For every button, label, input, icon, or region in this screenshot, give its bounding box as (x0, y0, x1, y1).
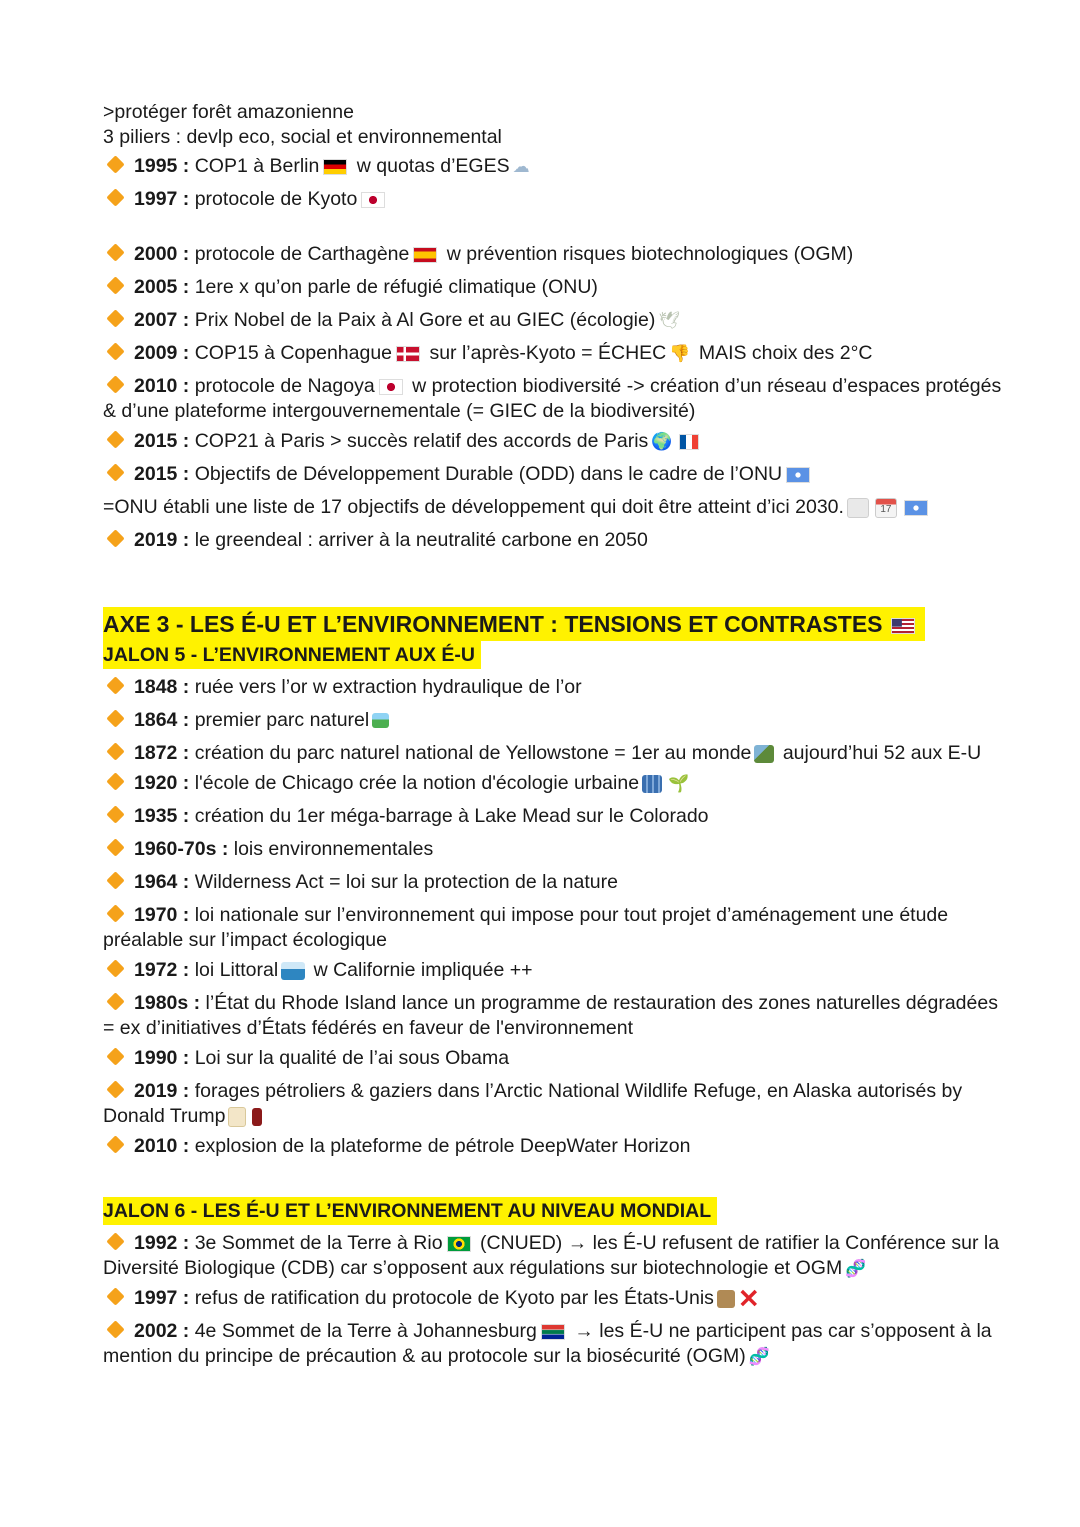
list-item: 2015 : COP21 à Paris > succès relatif des accords de Paris 🌍 (103, 429, 1003, 454)
intro-line-1: >protéger forêt amazonienne (103, 101, 354, 123)
list-item: 1935 : création du 1er méga-barrage à Lake Mead sur le Colorado (103, 804, 1003, 829)
brazil-flag-icon (447, 1236, 471, 1252)
usa-flag-icon (891, 618, 915, 634)
jalon-6-title: JALON 6 - LES É-U ET L’ENVIRONNEMENT AU NIVEAU MONDIAL (103, 1197, 1003, 1225)
dove-icon: 🕊 (658, 310, 680, 330)
wave-icon (281, 962, 305, 980)
diamond-bullet-icon (106, 742, 124, 760)
list-item: 2019 : forages pétroliers & gaziers dans l’Arctic National Wildlife Refuge, en Alaska autorisés by Donald Trump (103, 1080, 963, 1127)
diamond-bullet-icon (106, 188, 124, 206)
list-item: 1848 : ruée vers l’or w extraction hydraulique de l’or (103, 675, 1003, 700)
list-item: 1960-70s : lois environnementales (103, 837, 1003, 862)
scroll-icon (228, 1107, 246, 1127)
diamond-bullet-icon (106, 342, 124, 360)
diamond-bullet-icon (106, 375, 124, 393)
list-item: 1964 : Wilderness Act = loi sur la protection de la nature (103, 870, 1003, 895)
diamond-bullet-icon (106, 309, 124, 327)
diamond-bullet-icon (106, 155, 124, 173)
diamond-bullet-icon (106, 243, 124, 261)
oil-barrel-icon (252, 1108, 262, 1126)
diamond-bullet-icon (106, 838, 124, 856)
diamond-bullet-icon (106, 992, 124, 1010)
list-item: 1992 : 3e Sommet de la Terre à Rio (CNUED) → les É-U refusent de ratifier la Conférence sur la Diversité Biologique (CDB) car s’opposent aux régulations sur biotechnologie et OGM 🧬 (103, 1232, 1000, 1279)
list-item: 2009 : COP15 à Copenhague sur l’après-Kyoto = ÉCHEC 👎 MAIS choix des 2°C (103, 341, 1003, 366)
spain-flag-icon (413, 247, 437, 263)
list-item: 1970 : loi nationale sur l’environnement qui impose pour tout projet d’aménagement une étude préalable sur l’impact écologique (103, 904, 949, 951)
intro-line-2: 3 piliers : devlp eco, social et environnemental (103, 126, 502, 148)
axe-3-title: AXE 3 - LES É-U ET L’ENVIRONNEMENT : TENSIONS ET CONTRASTES (103, 607, 1003, 641)
diamond-bullet-icon (106, 805, 124, 823)
list-item: 2019 : le greendeal : arriver à la neutralité carbone en 2050 (103, 528, 1003, 553)
diamond-bullet-icon (106, 1047, 124, 1065)
diamond-bullet-icon (106, 1135, 124, 1153)
south-africa-flag-icon (541, 1324, 565, 1340)
diamond-bullet-icon (106, 676, 124, 694)
list-item: 1972 : loi Littoral w Californie impliquée ++ (103, 958, 1003, 983)
globe-icon: 🌍 (651, 431, 673, 451)
calendar-icon: 17 (875, 498, 897, 518)
diamond-bullet-icon (106, 463, 124, 481)
list-item: 1997 : refus de ratification du protocole de Kyoto par les États-Unis ✕ (103, 1286, 1003, 1311)
un-flag-icon (786, 467, 810, 483)
list-item: 1920 : l'école de Chicago crée la notion d'écologie urbaine 🌱 (103, 771, 1003, 796)
list-item: 1997 : protocole de Kyoto (103, 187, 1003, 212)
diamond-bullet-icon (106, 276, 124, 294)
diamond-bullet-icon (106, 1232, 124, 1250)
diamond-bullet-icon (106, 1080, 124, 1098)
denmark-flag-icon (396, 346, 420, 362)
list-item: 2015 : Objectifs de Développement Durable (ODD) dans le cadre de l’ONU (103, 462, 1003, 487)
france-flag-icon (679, 434, 699, 450)
list-item: 1980s : l’État du Rhode Island lance un programme de restauration des zones naturelles dégradées = ex d’initiatives d’États fédérés en faveur de l'environnement (103, 992, 998, 1039)
park-icon (372, 713, 389, 728)
diamond-bullet-icon (106, 959, 124, 977)
mountain-icon (754, 745, 774, 763)
diamond-bullet-icon (106, 529, 124, 547)
diamond-bullet-icon (106, 709, 124, 727)
list-item: 1990 : Loi sur la qualité de l’ai sous Obama (103, 1046, 1003, 1071)
list-item: 2007 : Prix Nobel de la Paix à Al Gore et au GIEC (écologie) 🕊 (103, 308, 1003, 333)
list-item: 1995 : COP1 à Berlin w quotas d’EGES ☁ (103, 154, 1003, 179)
japan-flag-icon (379, 379, 403, 395)
scroll-icon (717, 1290, 735, 1308)
diamond-bullet-icon (106, 430, 124, 448)
diamond-bullet-icon (106, 904, 124, 922)
list-item: 1872 : création du parc naturel national de Yellowstone = 1er au monde aujourd’hui 52 aux E-U (103, 741, 1003, 766)
diamond-bullet-icon (106, 871, 124, 889)
list-item: 1864 : premier parc naturel (103, 708, 1003, 733)
diamond-bullet-icon (106, 1287, 124, 1305)
diamond-bullet-icon (106, 772, 124, 790)
city-icon (642, 775, 662, 793)
jalon-5-title: JALON 5 - L’ENVIRONNEMENT AUX É-U (103, 641, 1003, 669)
list-item: 2005 : 1ere x qu’on parle de réfugié climatique (ONU) (103, 275, 1003, 300)
thumbs-down-icon: 👎 (669, 343, 691, 363)
cross-mark-icon: ✕ (737, 1283, 760, 1314)
notes-content (103, 100, 1003, 1377)
wind-icon: ☁ (512, 156, 530, 176)
list-item: 2002 : 4e Sommet de la Terre à Johannesburg → les É-U ne participent pas car s’opposent à la mention du principe de précaution & au protocole sur la biosécurité (OGM) 🧬 (103, 1320, 992, 1368)
diamond-bullet-icon (106, 1321, 124, 1339)
scroll-icon (847, 498, 869, 518)
dna-icon: 🧬 (845, 1258, 867, 1278)
dna-icon: 🧬 (748, 1347, 770, 1367)
germany-flag-icon (323, 159, 347, 175)
un-flag-icon (904, 500, 928, 516)
seedling-icon: 🌱 (668, 773, 690, 793)
list-item: 2000 : protocole de Carthagène w prévention risques biotechnologiques (OGM) (103, 242, 1003, 267)
list-item: 2010 : protocole de Nagoya w protection biodiversité -> création d’un réseau d’espaces protégés & d’une plateforme intergouvernementale (= GIEC de la biodiversité) (103, 375, 1002, 422)
list-item: 2010 : explosion de la plateforme de pétrole DeepWater Horizon (103, 1134, 1003, 1159)
japan-flag-icon (361, 192, 385, 208)
onu-line: =ONU établi une liste de 17 objectifs de développement qui doit être atteint d’ici 2030. 17 (103, 495, 1003, 520)
